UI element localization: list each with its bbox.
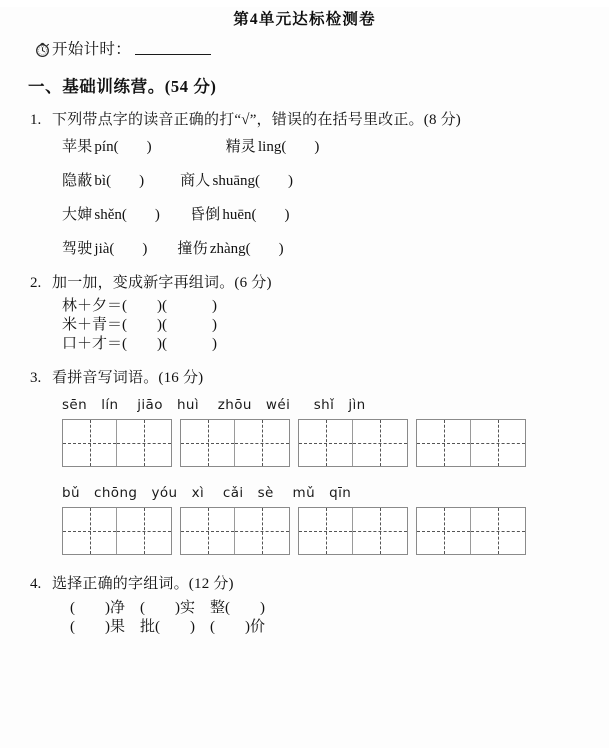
writing-cell[interactable] [299,420,353,466]
writing-cell[interactable] [181,508,235,554]
q1-item[interactable] [62,169,144,190]
question-1-header [30,108,609,129]
question-4-number: 4. [30,575,42,592]
question-1-prompt: 下列带点字的读音正确的打“√”，错误的在括号里改正。(8 分) [52,112,461,128]
q1-pinyin: shuāng( [212,173,260,189]
writing-grid-group[interactable] [298,419,408,467]
q1-word: 昏倒 [189,207,221,223]
pinyin-syllable: sēn [62,396,88,413]
q1-word: 苹果 [62,139,93,155]
writing-cell[interactable] [353,420,407,466]
question-1-row [62,135,609,156]
writing-grid-group[interactable] [298,507,408,555]
pinyin-syllable: zhōu [217,396,252,413]
q1-word: 驾驶 [62,241,93,257]
pinyin-syllable: wéi [265,396,291,413]
writing-grid-row-1 [62,419,609,467]
question-3-number: 3. [30,369,42,386]
q2-equation[interactable]: 口＋才＝( )( ) [62,336,217,353]
writing-cell[interactable] [471,420,525,466]
q2-equation[interactable]: 米＋青＝( )( ) [62,317,217,334]
pinyin-syllable: sè [257,484,274,501]
pinyin-syllable: jìn [348,396,366,413]
writing-grid-group[interactable] [416,419,526,467]
q1-paren-close: ) [314,139,320,155]
stopwatch-icon [34,41,51,58]
q1-item[interactable] [190,203,290,224]
writing-cell[interactable] [181,420,235,466]
q1-pinyin: ling( [257,139,287,155]
pinyin-syllable: lín [101,396,119,413]
question-1-items [62,135,609,258]
question-1-row [62,203,609,224]
writing-cell[interactable] [235,508,289,554]
q4-option-row[interactable]: ( )果 批( ) ( )价 [70,619,265,636]
worksheet-page [0,7,609,748]
writing-cell[interactable] [117,420,171,466]
q1-pinyin: jià( [94,241,115,257]
question-1-number: 1. [30,112,42,128]
pinyin-line-1 [62,397,609,413]
q1-paren-close: ) [142,241,148,257]
q1-paren-close: ) [287,173,293,189]
pinyin-syllable: cǎi [222,484,244,501]
q1-pinyin: shěn( [94,207,127,223]
page-title: 第4单元达标检测卷 [233,11,376,28]
q1-paren-close: ) [154,207,160,223]
pinyin-syllable: bǔ [62,484,80,501]
pinyin-syllable: mǔ [292,484,316,501]
pinyin-syllable: chōng [94,484,138,501]
question-3-prompt: 看拼音写词语。(16 分) [52,369,204,386]
question-2-header [30,271,609,292]
writing-cell[interactable] [299,508,353,554]
question-3-row-1 [0,397,609,467]
question-4 [0,572,609,639]
q1-item[interactable] [62,203,160,224]
question-4-prompt: 选择正确的字组词。(12 分) [52,575,234,592]
q1-word: 商人 [180,173,211,189]
q1-item[interactable] [62,135,152,156]
start-timer-blank[interactable] [135,41,211,55]
question-4-header [30,572,609,593]
writing-cell[interactable] [471,508,525,554]
q1-item[interactable] [177,237,283,258]
q2-equation[interactable]: 林＋夕＝( )( ) [62,298,217,314]
writing-grid-group[interactable] [416,507,526,555]
pinyin-syllable: huì [176,396,200,413]
q4-option-row[interactable]: ( )净 ( )实 整( ) [70,599,265,616]
writing-cell[interactable] [353,508,407,554]
writing-grid-group[interactable] [180,419,290,467]
question-2-equations [62,297,609,355]
q1-paren-close: ) [139,173,145,189]
question-2-number: 2. [30,275,42,291]
question-1-row [62,237,609,258]
writing-cell[interactable] [417,420,471,466]
writing-grid-group[interactable] [180,507,290,555]
start-timer-row [34,37,609,59]
question-3 [0,366,609,555]
writing-cell[interactable] [117,508,171,554]
start-timer-label: 开始计时： [52,41,132,58]
pinyin-syllable: xì [191,484,205,501]
writing-cell[interactable] [63,420,117,466]
q1-pinyin: zhàng( [209,241,251,257]
writing-grid-group[interactable] [62,507,172,555]
question-4-options [70,599,609,639]
writing-grid-row-2 [62,507,609,555]
writing-cell[interactable] [63,508,117,554]
q1-word: 精灵 [225,139,256,155]
q1-pinyin: huēn( [222,207,257,223]
section-heading-basic-training: 一、基础训练营。(54 分) [28,77,217,96]
q1-word: 隐蔽 [62,173,93,189]
question-2-prompt: 加一加，变成新字再组词。(6 分) [52,275,272,291]
question-3-row-2 [0,485,609,555]
pinyin-syllable: yóu [151,484,178,501]
pinyin-syllable: qīn [329,484,352,501]
q1-paren-close: ) [278,241,284,257]
q1-pinyin: bì( [94,173,112,189]
pinyin-line-2 [62,485,609,501]
pinyin-syllable: shǐ [313,396,335,413]
q1-item[interactable] [226,135,320,156]
question-2 [0,271,609,355]
pinyin-syllable: jiāo [137,396,163,413]
q1-paren-close: ) [284,207,290,223]
writing-cell[interactable] [417,508,471,554]
question-3-header [30,366,609,387]
question-1-row [62,169,609,190]
q1-item[interactable] [180,169,293,190]
q1-paren-close: ) [146,139,152,155]
q1-word: 大婶 [62,207,93,223]
writing-grid-group[interactable] [62,419,172,467]
q1-item[interactable] [62,237,147,258]
q1-pinyin: pín( [94,139,119,155]
q1-word: 撞伤 [177,241,208,257]
writing-cell[interactable] [235,420,289,466]
question-1 [0,108,609,258]
